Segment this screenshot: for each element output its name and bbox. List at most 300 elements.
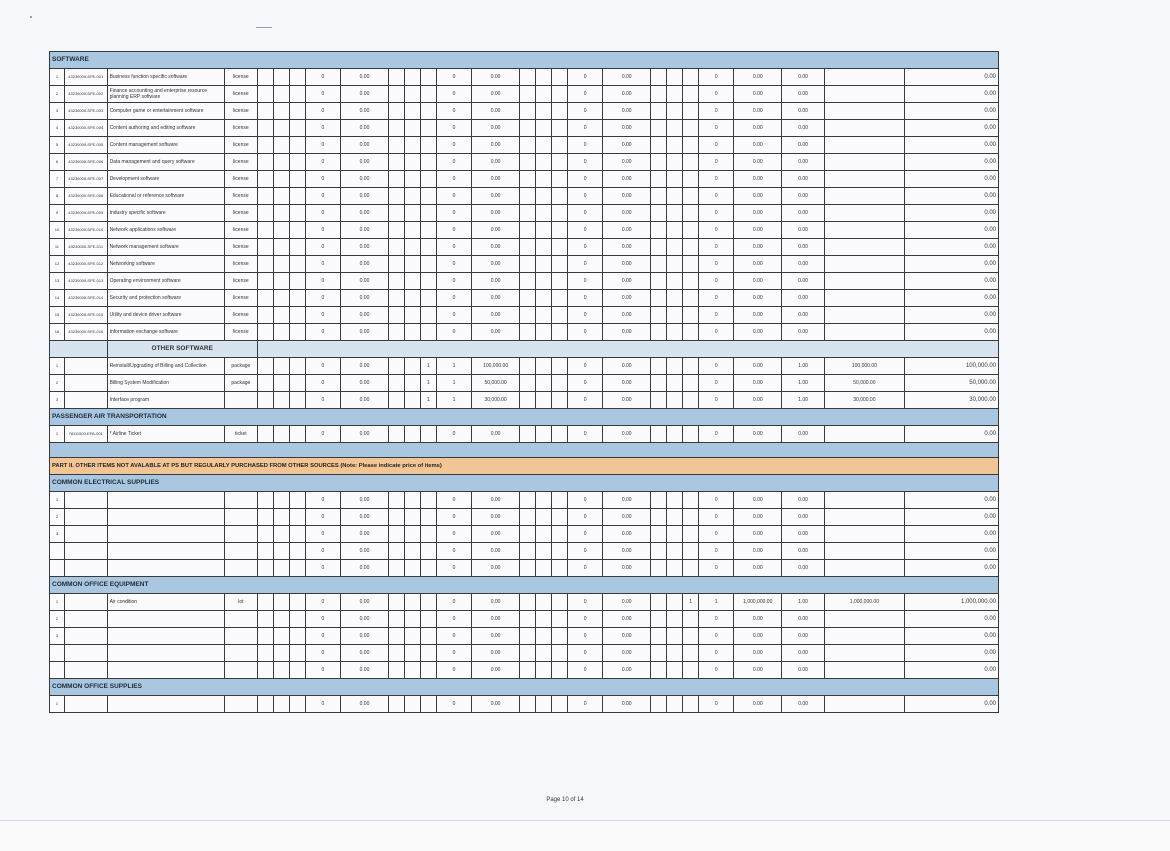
quarter-qty: 0 <box>305 628 340 645</box>
quarter-qty: 0 <box>305 307 340 324</box>
month-cell <box>651 222 667 239</box>
month-qty <box>552 290 568 307</box>
item-code: 43230000-SFE-016 <box>64 324 107 341</box>
quarter-qty: 0 <box>305 594 340 611</box>
quarter-qty: 0 <box>436 239 471 256</box>
month-cell <box>257 239 273 256</box>
quarter-amount: 0.00 <box>341 120 389 137</box>
quarter-qty: 0 <box>568 137 603 154</box>
month-cell <box>667 154 683 171</box>
quarter-qty: 1 <box>436 358 471 375</box>
quarter-amount: 0.00 <box>734 307 782 324</box>
month-qty <box>552 594 568 611</box>
month-qty <box>552 645 568 662</box>
month-cell <box>667 86 683 103</box>
month-qty <box>552 560 568 577</box>
price-cell: 1.00 <box>782 358 825 375</box>
month-qty <box>289 324 305 341</box>
estimated-budget <box>824 645 904 662</box>
month-cell <box>273 509 289 526</box>
quarter-qty: 0 <box>699 560 734 577</box>
month-qty <box>420 256 436 273</box>
month-cell <box>404 560 420 577</box>
quarter-amount: 0.00 <box>472 426 520 443</box>
month-cell <box>257 426 273 443</box>
month-cell <box>404 69 420 86</box>
table-row <box>50 392 999 409</box>
unit-of-measure: license <box>224 256 257 273</box>
unit-of-measure <box>224 509 257 526</box>
row-number: 15 <box>50 307 65 324</box>
month-cell <box>536 324 552 341</box>
unit-of-measure <box>224 628 257 645</box>
estimated-budget <box>824 662 904 679</box>
month-cell <box>404 392 420 409</box>
month-qty <box>289 358 305 375</box>
quarter-amount: 0.00 <box>341 645 389 662</box>
month-qty <box>552 69 568 86</box>
quarter-amount: 0.00 <box>472 645 520 662</box>
table-row <box>50 560 999 577</box>
month-cell <box>257 560 273 577</box>
row-number: 3 <box>50 628 65 645</box>
quarter-qty: 0 <box>305 526 340 543</box>
month-cell <box>273 290 289 307</box>
quarter-amount: 0.00 <box>734 662 782 679</box>
quarter-qty: 0 <box>305 103 340 120</box>
month-cell <box>520 239 536 256</box>
month-qty <box>683 526 699 543</box>
table-row <box>50 492 999 509</box>
month-qty <box>420 188 436 205</box>
month-cell <box>536 239 552 256</box>
month-cell <box>257 273 273 290</box>
unit-of-measure: license <box>224 273 257 290</box>
month-qty <box>552 103 568 120</box>
unit-of-measure: license <box>224 290 257 307</box>
quarter-qty: 0 <box>305 188 340 205</box>
unit-of-measure: license <box>224 171 257 188</box>
unit-of-measure: license <box>224 222 257 239</box>
estimated-budget <box>824 222 904 239</box>
subsection-title: OTHER SOFTWARE <box>107 341 257 358</box>
price-cell: 0.00 <box>782 188 825 205</box>
month-cell <box>520 137 536 154</box>
month-qty <box>289 628 305 645</box>
month-qty <box>420 543 436 560</box>
month-cell <box>388 86 404 103</box>
month-cell <box>536 358 552 375</box>
month-qty <box>289 205 305 222</box>
month-cell <box>273 154 289 171</box>
quarter-qty: 0 <box>568 358 603 375</box>
quarter-qty: 0 <box>436 103 471 120</box>
quarter-qty: 0 <box>568 205 603 222</box>
month-qty <box>683 543 699 560</box>
estimated-budget <box>824 543 904 560</box>
quarter-amount: 0.00 <box>603 645 651 662</box>
month-cell <box>536 290 552 307</box>
estimated-budget: 1,000,000.00 <box>824 594 904 611</box>
quarter-amount: 0.00 <box>734 628 782 645</box>
month-qty <box>683 492 699 509</box>
month-cell <box>667 662 683 679</box>
month-cell <box>651 628 667 645</box>
month-cell <box>520 628 536 645</box>
month-cell <box>388 392 404 409</box>
quarter-amount: 0.00 <box>472 137 520 154</box>
item-code: 43230000-SFE-003 <box>64 103 107 120</box>
month-cell <box>388 375 404 392</box>
quarter-amount: 0.00 <box>472 154 520 171</box>
quarter-amount: 0.00 <box>472 509 520 526</box>
subsection-header-row <box>50 341 999 358</box>
month-cell <box>388 239 404 256</box>
price-cell: 0.00 <box>782 290 825 307</box>
estimated-budget <box>824 86 904 103</box>
item-code <box>64 526 107 543</box>
month-cell <box>536 69 552 86</box>
spacer-row <box>50 443 999 458</box>
unit-of-measure: license <box>224 205 257 222</box>
row-number: 1 <box>50 358 65 375</box>
quarter-amount: 0.00 <box>603 375 651 392</box>
quarter-qty: 0 <box>568 645 603 662</box>
quarter-amount: 0.00 <box>341 256 389 273</box>
month-cell <box>404 324 420 341</box>
month-cell <box>667 137 683 154</box>
table-row <box>50 171 999 188</box>
month-cell <box>651 171 667 188</box>
quarter-qty: 0 <box>699 120 734 137</box>
table-row <box>50 426 999 443</box>
month-qty <box>683 290 699 307</box>
table-row <box>50 188 999 205</box>
section-title: SOFTWARE <box>50 52 999 69</box>
quarter-qty: 0 <box>699 86 734 103</box>
quarter-qty: 0 <box>568 273 603 290</box>
total-amount: 0.00 <box>904 662 998 679</box>
month-cell <box>667 509 683 526</box>
month-qty <box>420 86 436 103</box>
quarter-amount: 0.00 <box>472 324 520 341</box>
month-cell <box>257 543 273 560</box>
unit-of-measure <box>224 611 257 628</box>
row-number: 1 <box>50 492 65 509</box>
month-qty <box>552 543 568 560</box>
month-cell <box>273 696 289 713</box>
quarter-qty: 0 <box>568 103 603 120</box>
month-cell <box>667 171 683 188</box>
row-number: 16 <box>50 324 65 341</box>
total-amount: 0.00 <box>904 120 998 137</box>
quarter-amount: 0.00 <box>341 205 389 222</box>
month-cell <box>667 358 683 375</box>
month-cell <box>388 594 404 611</box>
month-cell <box>520 154 536 171</box>
month-cell <box>273 239 289 256</box>
total-amount: 100,000.00 <box>904 358 998 375</box>
quarter-qty: 0 <box>305 171 340 188</box>
month-cell <box>651 154 667 171</box>
quarter-qty: 0 <box>699 696 734 713</box>
month-cell <box>667 645 683 662</box>
quarter-amount: 50,000.00 <box>472 375 520 392</box>
month-qty <box>289 560 305 577</box>
month-cell <box>404 426 420 443</box>
quarter-amount: 0.00 <box>603 256 651 273</box>
estimated-budget <box>824 426 904 443</box>
estimated-budget <box>824 696 904 713</box>
month-cell <box>667 188 683 205</box>
quarter-qty: 0 <box>305 222 340 239</box>
month-qty <box>420 222 436 239</box>
quarter-amount: 0.00 <box>603 628 651 645</box>
month-qty <box>420 509 436 526</box>
month-cell <box>404 543 420 560</box>
month-qty <box>420 154 436 171</box>
month-qty <box>289 645 305 662</box>
month-cell <box>388 137 404 154</box>
quarter-qty: 0 <box>436 273 471 290</box>
price-cell: 0.00 <box>782 205 825 222</box>
quarter-amount: 0.00 <box>341 137 389 154</box>
table-row <box>50 594 999 611</box>
table-row <box>50 103 999 120</box>
price-cell: 0.00 <box>782 426 825 443</box>
row-number: 2 <box>50 611 65 628</box>
quarter-qty: 0 <box>436 594 471 611</box>
price-cell: 0.00 <box>782 526 825 543</box>
item-code <box>64 375 107 392</box>
quarter-qty: 0 <box>305 509 340 526</box>
quarter-amount: 0.00 <box>472 222 520 239</box>
item-description: Industry specific software <box>107 205 224 222</box>
month-cell <box>536 154 552 171</box>
item-code: 43230000-SFE-002 <box>64 86 107 103</box>
unit-of-measure <box>224 392 257 409</box>
month-qty <box>289 103 305 120</box>
quarter-amount: 0.00 <box>603 290 651 307</box>
quarter-qty: 0 <box>436 509 471 526</box>
row-number: 13 <box>50 273 65 290</box>
quarter-qty: 0 <box>568 171 603 188</box>
item-description <box>107 696 224 713</box>
total-amount: 0.00 <box>904 69 998 86</box>
quarter-amount: 0.00 <box>734 375 782 392</box>
month-cell <box>404 222 420 239</box>
quarter-amount: 0.00 <box>603 358 651 375</box>
unit-of-measure: license <box>224 120 257 137</box>
quarter-amount: 0.00 <box>341 526 389 543</box>
quarter-qty: 0 <box>699 526 734 543</box>
item-description: Operating environment software <box>107 273 224 290</box>
quarter-qty: 0 <box>305 375 340 392</box>
month-cell <box>651 375 667 392</box>
price-cell: 0.00 <box>782 492 825 509</box>
month-cell <box>388 290 404 307</box>
month-qty <box>289 594 305 611</box>
item-code: 43230000-SFE-004 <box>64 120 107 137</box>
estimated-budget <box>824 154 904 171</box>
total-amount: 0.00 <box>904 273 998 290</box>
quarter-qty: 0 <box>436 426 471 443</box>
month-cell <box>388 492 404 509</box>
price-cell: 0.00 <box>782 86 825 103</box>
quarter-qty: 0 <box>699 103 734 120</box>
month-cell <box>273 171 289 188</box>
table-row <box>50 239 999 256</box>
month-cell <box>651 188 667 205</box>
quarter-amount: 0.00 <box>341 154 389 171</box>
row-number: 9 <box>50 205 65 222</box>
quarter-amount: 0.00 <box>734 426 782 443</box>
month-cell <box>404 256 420 273</box>
quarter-amount: 0.00 <box>603 696 651 713</box>
total-amount: 0.00 <box>904 154 998 171</box>
quarter-amount: 0.00 <box>603 86 651 103</box>
month-cell <box>536 662 552 679</box>
month-cell <box>667 560 683 577</box>
month-qty <box>552 86 568 103</box>
month-qty <box>552 492 568 509</box>
month-cell <box>388 611 404 628</box>
quarter-qty: 0 <box>699 69 734 86</box>
month-cell <box>404 154 420 171</box>
month-cell <box>404 358 420 375</box>
month-cell <box>388 358 404 375</box>
month-qty <box>289 222 305 239</box>
price-cell: 0.00 <box>782 543 825 560</box>
month-cell <box>388 205 404 222</box>
month-cell <box>273 358 289 375</box>
month-cell <box>536 222 552 239</box>
month-qty <box>289 307 305 324</box>
item-code <box>64 628 107 645</box>
quarter-amount: 0.00 <box>341 171 389 188</box>
quarter-amount: 0.00 <box>472 526 520 543</box>
month-cell <box>651 358 667 375</box>
quarter-qty: 0 <box>699 324 734 341</box>
month-qty <box>420 205 436 222</box>
quarter-amount: 0.00 <box>734 256 782 273</box>
month-cell <box>651 86 667 103</box>
total-amount: 0.00 <box>904 137 998 154</box>
quarter-qty: 0 <box>305 543 340 560</box>
total-amount: 0.00 <box>904 222 998 239</box>
month-cell <box>404 120 420 137</box>
quarter-amount: 0.00 <box>341 273 389 290</box>
unit-of-measure <box>224 543 257 560</box>
item-description: Network applications software <box>107 222 224 239</box>
quarter-amount: 0.00 <box>472 256 520 273</box>
month-cell <box>257 256 273 273</box>
quarter-amount: 0.00 <box>603 594 651 611</box>
table-row <box>50 358 999 375</box>
quarter-amount: 0.00 <box>734 543 782 560</box>
quarter-qty: 0 <box>699 290 734 307</box>
month-cell <box>651 509 667 526</box>
month-qty <box>552 611 568 628</box>
month-cell <box>404 509 420 526</box>
price-cell: 0.00 <box>782 662 825 679</box>
total-amount: 0.00 <box>904 526 998 543</box>
month-cell <box>404 137 420 154</box>
month-qty <box>552 222 568 239</box>
month-qty <box>289 171 305 188</box>
quarter-qty: 0 <box>436 628 471 645</box>
month-cell <box>667 307 683 324</box>
month-qty <box>552 256 568 273</box>
section-header-row <box>50 409 999 426</box>
month-cell <box>520 69 536 86</box>
month-qty <box>420 560 436 577</box>
month-qty <box>552 392 568 409</box>
month-qty <box>420 594 436 611</box>
month-cell <box>536 375 552 392</box>
month-qty <box>289 509 305 526</box>
table-row <box>50 645 999 662</box>
month-qty: 1 <box>683 594 699 611</box>
estimated-budget <box>824 137 904 154</box>
table-row <box>50 307 999 324</box>
quarter-amount: 0.00 <box>603 611 651 628</box>
month-qty <box>683 69 699 86</box>
month-cell <box>388 696 404 713</box>
item-code <box>64 662 107 679</box>
month-cell <box>536 205 552 222</box>
quarter-qty: 0 <box>305 645 340 662</box>
month-qty <box>683 273 699 290</box>
month-cell <box>667 543 683 560</box>
month-cell <box>667 426 683 443</box>
month-cell <box>404 628 420 645</box>
quarter-qty: 0 <box>699 611 734 628</box>
month-cell <box>404 86 420 103</box>
month-qty <box>420 307 436 324</box>
month-qty <box>683 120 699 137</box>
month-cell <box>667 696 683 713</box>
estimated-budget <box>824 526 904 543</box>
quarter-qty: 0 <box>699 509 734 526</box>
month-qty <box>552 375 568 392</box>
month-cell <box>651 239 667 256</box>
total-amount: 50,000.00 <box>904 375 998 392</box>
row-number: 1 <box>50 594 65 611</box>
quarter-amount: 0.00 <box>341 86 389 103</box>
month-qty <box>683 324 699 341</box>
quarter-qty: 0 <box>305 120 340 137</box>
month-cell <box>257 120 273 137</box>
month-cell <box>651 256 667 273</box>
quarter-qty: 0 <box>699 628 734 645</box>
month-cell <box>520 509 536 526</box>
quarter-qty: 1 <box>436 392 471 409</box>
month-cell <box>520 645 536 662</box>
item-description <box>107 645 224 662</box>
month-qty <box>683 560 699 577</box>
month-qty <box>420 662 436 679</box>
month-cell <box>257 290 273 307</box>
row-number <box>50 645 65 662</box>
quarter-qty: 0 <box>568 696 603 713</box>
month-cell <box>273 256 289 273</box>
quarter-amount: 0.00 <box>472 69 520 86</box>
quarter-qty: 0 <box>436 290 471 307</box>
quarter-qty: 0 <box>699 426 734 443</box>
month-cell <box>536 171 552 188</box>
month-qty <box>289 290 305 307</box>
